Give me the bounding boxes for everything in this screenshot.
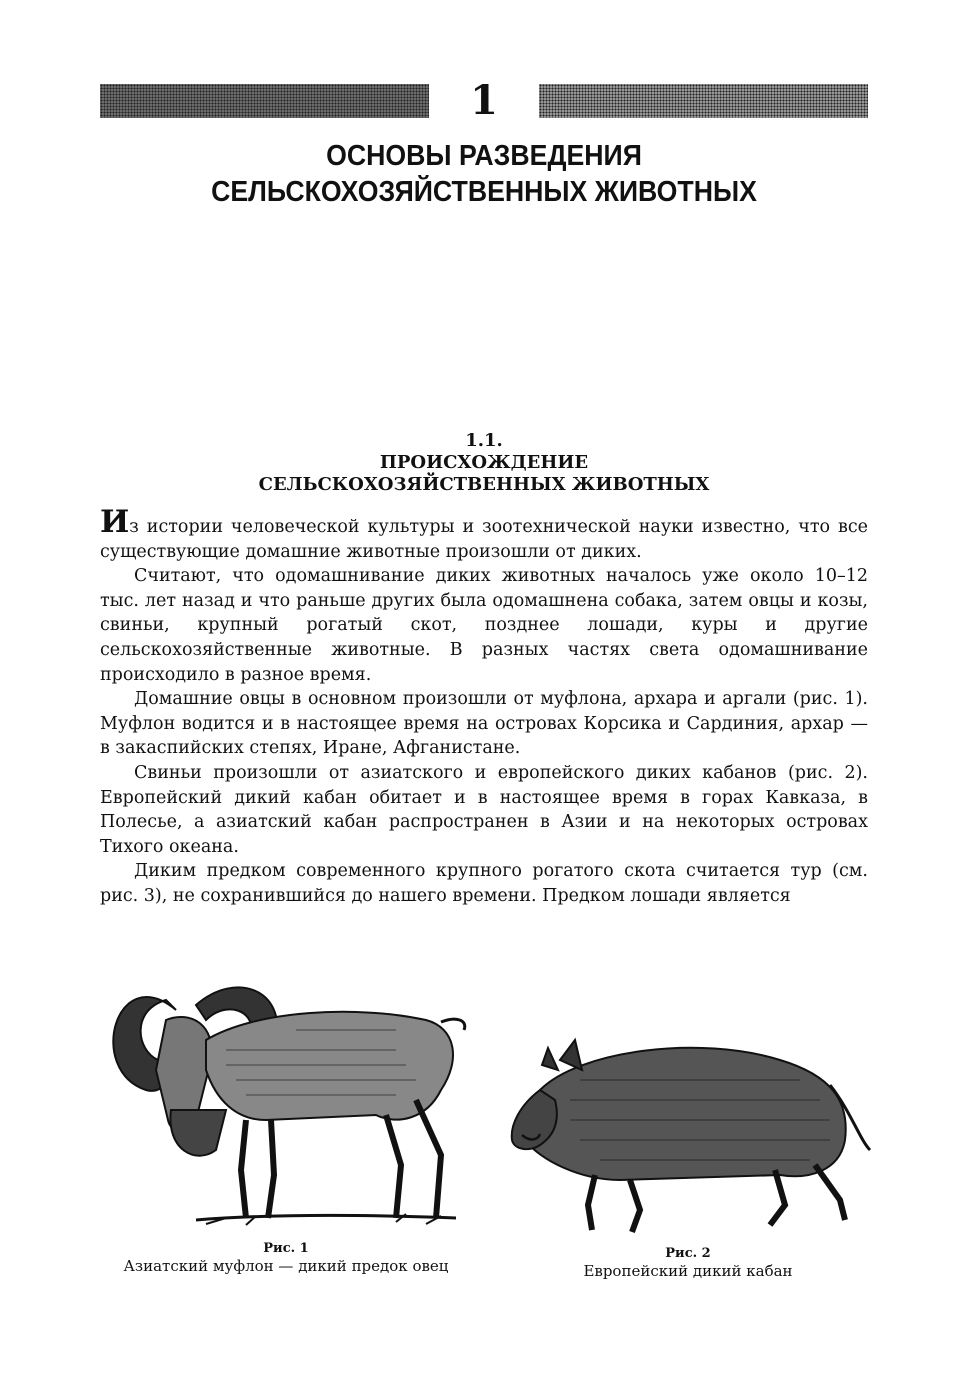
body-text (100, 504, 868, 909)
paragraph-4: Свиньи произошли от азиатского и европейского диких кабанов (рис. 2). Европейский дикий кабан обитает и в настоящее время в горах Кавказа, в Полесье, а азиатский кабан распространен в Азии и на некоторых островах Тихого океана. (100, 762, 868, 857)
paragraph-5: Диким предком современного крупного рогатого скота считается тур (см. рис. 3), не сохранившийся до нашего времени. Предком лошади является (100, 861, 868, 906)
chapter-title (131, 138, 838, 210)
chapter-title-line1: ОСНОВЫ РАЗВЕДЕНИЯ (326, 140, 642, 172)
section-title-line1: ПРОИСХОЖДЕНИЕ (379, 452, 589, 473)
mouflon-illustration (96, 950, 476, 1235)
figure-2-label: Рис. 2 (665, 1246, 711, 1261)
paragraph-2: Считают, что одомашнивание диких животных началось уже около 10–12 тыс. лет назад и что раньше других была одомашнена собака, затем овцы и козы, свиньи, крупный рогатый скот, позднее лошади, куры и другие сельскохозяйственные животные. В разных частях света одомашнивание происходило в разное время. (100, 566, 868, 685)
drop-cap: И (100, 504, 130, 540)
section-title-line2: СЕЛЬСКОХОЗЯЙСТВЕННЫХ ЖИВОТНЫХ (258, 474, 710, 495)
wild-boar-illustration (500, 1030, 876, 1240)
halftone-strip-right (539, 84, 868, 118)
chapter-header-bar (100, 77, 868, 124)
paragraph-1 (100, 504, 868, 564)
section-number: 1.1. (465, 430, 503, 451)
chapter-number-box (429, 77, 539, 124)
halftone-strip-left (100, 84, 429, 118)
section-heading (100, 430, 868, 496)
paragraph-1-text: з истории человеческой культуры и зоотехнической науки известно, что все существующие домашние животные произошли от диких. (100, 517, 868, 562)
chapter-title-line2: СЕЛЬСКОХОЗЯЙСТВЕННЫХ ЖИВОТНЫХ (211, 176, 757, 208)
figure-1-label: Рис. 1 (263, 1241, 309, 1256)
paragraph-3: Домашние овцы в основном произошли от муфлона, архара и аргали (рис. 1). Муфлон водится и в настоящее время на островах Корсика и Сардиния, архар — в закаспийских степях, Иране, Афганистане. (100, 689, 868, 759)
chapter-number: 1 (470, 77, 498, 124)
figure-1 (96, 950, 476, 1275)
figure-2-caption: Европейский дикий кабан (583, 1262, 793, 1280)
figure-2 (500, 1030, 876, 1280)
figure-1-caption: Азиатский муфлон — дикий предок овец (123, 1257, 449, 1275)
